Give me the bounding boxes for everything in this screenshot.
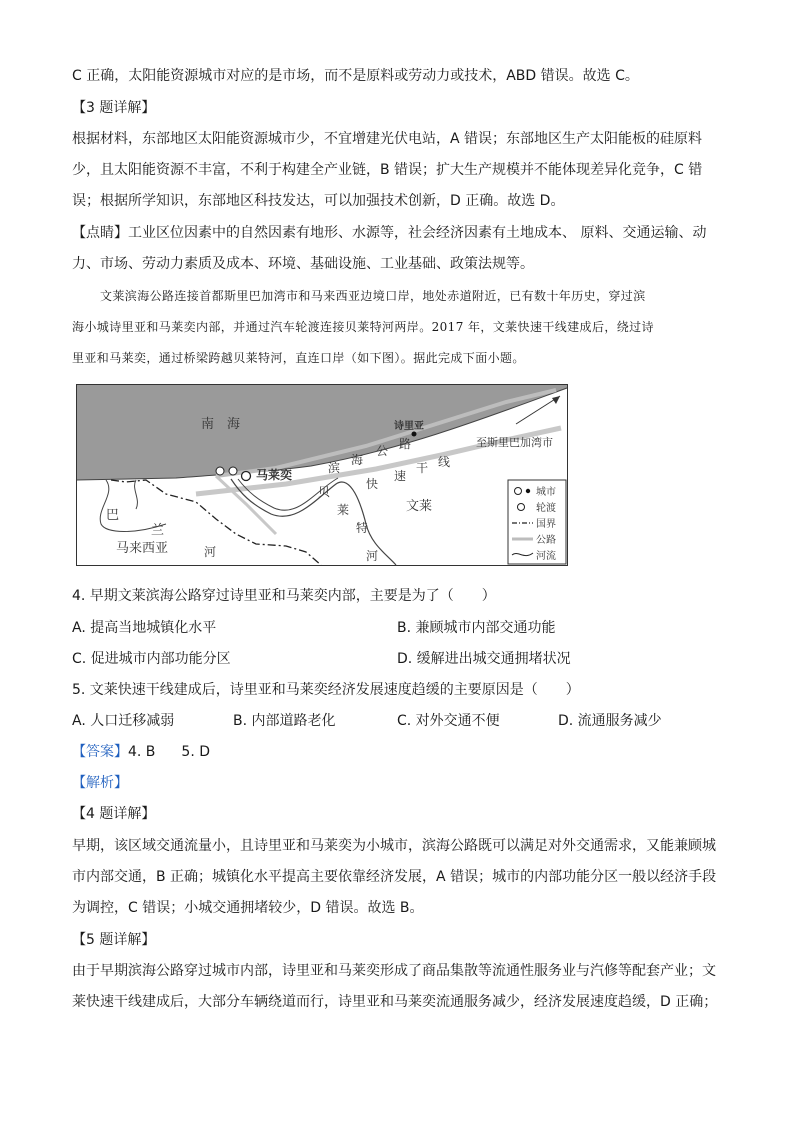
label-expressway-3: 干 bbox=[416, 461, 429, 475]
legend-ferry: 轮渡 bbox=[536, 503, 556, 514]
label-belait-3: 特 bbox=[356, 521, 369, 535]
ferry-icon-2 bbox=[229, 467, 237, 475]
tip-label: 【点睛】 bbox=[72, 225, 128, 241]
legend-city-circle-icon bbox=[515, 488, 522, 495]
q5-option-d: D. 流通服务减少 bbox=[558, 713, 662, 729]
answer-line bbox=[72, 742, 722, 762]
label-expressway-2: 速 bbox=[394, 469, 407, 483]
label-belait-2: 莱 bbox=[337, 503, 350, 517]
line-d4-1: 早期，该区域交通流量小，且诗里亚和马莱奕为小城市，滨海公路既可以满足对外交通需求，又能兼顾城 bbox=[72, 838, 716, 854]
line-d4-3: 为调控，C 错误；小城交通拥堵较少，D 错误。故选 B。 bbox=[72, 900, 424, 916]
passage-line-1: 文莱滨海公路连接首都斯里巴加湾市和马来西亚边境口岸，地处赤道附近，已有数十年历史，穿过滨 bbox=[100, 289, 646, 303]
ferry-icon-1 bbox=[216, 467, 224, 475]
legend-ferry-icon bbox=[518, 504, 525, 511]
label-seria: 诗里亚 bbox=[394, 421, 424, 432]
label-baram-1: 巴 bbox=[106, 508, 120, 523]
q5-option-a: A. 人口迁移减弱 bbox=[72, 713, 175, 729]
tip-text-1: 工业区位因素中的自然因素有地形、水源等，社会经济因素有土地成本、 原料、交通运输、动 bbox=[128, 225, 707, 241]
answer-4: 4. B bbox=[128, 744, 156, 760]
legend-river: 河流 bbox=[536, 551, 556, 562]
line-d4-2: 市内部交通，B 正确；城镇化水平提高主要依靠经济发展，A 错误；城市的内部功能分区一般以经济手段 bbox=[72, 869, 717, 885]
label-baram-3: 河 bbox=[204, 545, 217, 559]
label-baram-2: 兰 bbox=[151, 523, 165, 538]
heading-q3-detail: 【3 题详解】 bbox=[72, 100, 156, 116]
legend-road: 公路 bbox=[536, 535, 556, 546]
brunei-map bbox=[76, 384, 568, 566]
label-belait-4: 河 bbox=[366, 549, 379, 563]
q4-stem: 4. 早期文莱滨海公路穿过诗里亚和马莱奕内部，主要是为了（ ） bbox=[72, 588, 496, 604]
label-coastal-road-4: 路 bbox=[399, 437, 412, 451]
line-d5-1: 由于早期滨海公路穿过城市内部，诗里亚和马莱奕形成了商品集散等流通性服务业与汽修等配套产业；文 bbox=[72, 963, 716, 979]
city-kuala-belait-icon bbox=[242, 472, 251, 481]
label-coastal-road-1: 滨 bbox=[328, 461, 341, 475]
legend-border: 国界 bbox=[536, 519, 556, 530]
map-legend bbox=[508, 480, 566, 564]
passage-line-2: 海小城诗里亚和马莱奕内部，并通过汽车轮渡连接贝莱特河两岸。2017 年，文莱快速干线建成后，绕过诗 bbox=[72, 320, 654, 334]
passage-line-3: 里亚和马莱奕，通过桥梁跨越贝莱特河，直连口岸（如下图）。据此完成下面小题。 bbox=[72, 351, 525, 365]
q5-option-b: B. 内部道路老化 bbox=[233, 713, 336, 729]
label-coastal-road-3: 公 bbox=[376, 444, 389, 458]
label-brunei: 文莱 bbox=[406, 499, 433, 514]
analysis-label: 【解析】 bbox=[72, 775, 128, 791]
city-seria-dot bbox=[412, 432, 417, 437]
line-tip-2: 力、市场、劳动力素质及成本、环境、基础设施、工业基础、政策法规等。 bbox=[72, 256, 534, 272]
line-p3-2: 少，且太阳能资源不丰富，不利于构建全产业链，B 错误；扩大生产规模并不能体现差异化竞争，C 错 bbox=[72, 162, 703, 178]
heading-q4-detail: 【4 题详解】 bbox=[72, 806, 156, 822]
q4-option-b: B. 兼顾城市内部交通功能 bbox=[397, 620, 556, 636]
answer-5: 5. D bbox=[181, 744, 211, 760]
legend-city-dot-icon bbox=[526, 489, 530, 493]
q4-option-c: C. 促进城市内部功能分区 bbox=[72, 651, 231, 667]
q4-option-a: A. 提高当地城镇化水平 bbox=[72, 620, 217, 636]
answer-label: 【答案】 bbox=[72, 744, 128, 760]
label-expressway-1: 快 bbox=[366, 477, 379, 491]
line-p1: C 正确，太阳能资源城市对应的是市场，而不是原料或劳动力或技术，ABD 错误。故选 C。 bbox=[72, 68, 639, 84]
q4-option-d: D. 缓解进出城交通拥堵状况 bbox=[397, 651, 571, 667]
heading-q5-detail: 【5 题详解】 bbox=[72, 932, 156, 948]
label-belait-1: 贝 bbox=[318, 485, 331, 499]
q5-stem: 5. 文莱快速干线建成后，诗里亚和马莱奕经济发展速度趋缓的主要原因是（ ） bbox=[72, 682, 580, 698]
q5-option-c: C. 对外交通不便 bbox=[397, 713, 500, 729]
line-tip-1 bbox=[72, 223, 722, 243]
label-expressway-4: 线 bbox=[438, 455, 451, 469]
label-sea: 南 海 bbox=[201, 417, 241, 432]
line-p3-3: 误；根据所学知识，东部地区科技发达，可以加强技术创新，D 正确。故选 D。 bbox=[72, 193, 565, 209]
label-coastal-road-2: 海 bbox=[351, 453, 364, 467]
label-kuala-belait: 马莱奕 bbox=[256, 468, 293, 482]
label-malaysia: 马来西亚 bbox=[116, 541, 169, 556]
label-capital: 至斯里巴加湾市 bbox=[476, 436, 553, 449]
line-d5-2: 莱快速干线建成后，大部分车辆绕道而行，诗里亚和马莱奕流通服务减少，经济发展速度趋缓，D 正确； bbox=[72, 994, 718, 1010]
legend-city: 城市 bbox=[536, 487, 556, 498]
line-p3-1: 根据材料，东部地区太阳能资源城市少，不宜增建光伏电站，A 错误；东部地区生产太阳能板的硅原料 bbox=[72, 131, 703, 147]
